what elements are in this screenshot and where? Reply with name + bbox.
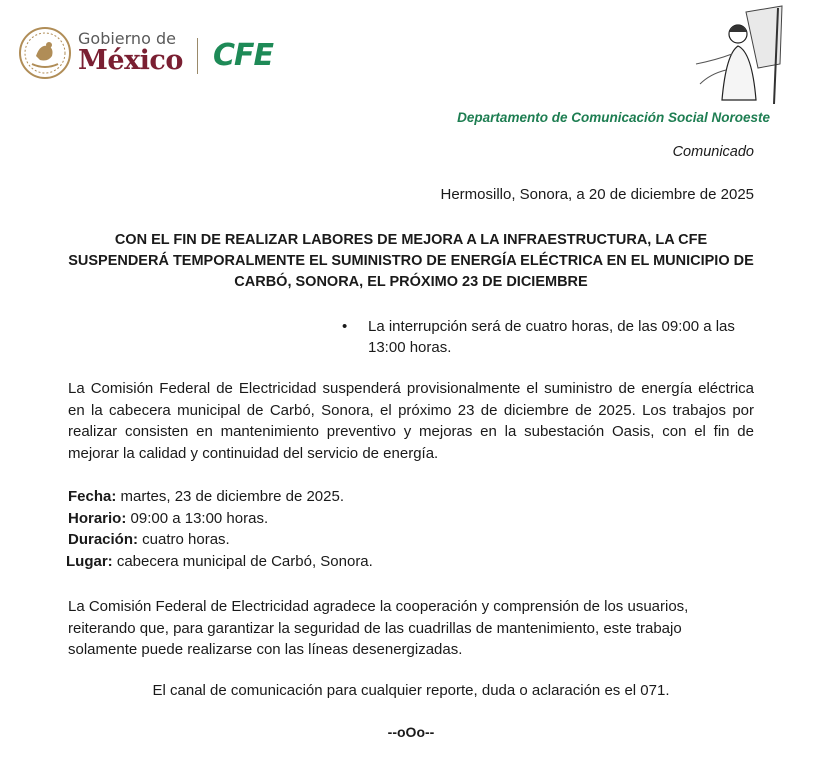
detail-label: Horario:	[68, 509, 127, 527]
detail-lugar	[66, 551, 373, 573]
woman-with-flag-illustration-icon	[686, 4, 786, 104]
details-list	[68, 486, 373, 572]
cfe-logo: CFE	[213, 38, 274, 73]
bullet-text: La interrupción será de cuatro horas, de las 09:00 a las 13:00 horas.	[368, 318, 735, 356]
detail-value: martes, 23 de diciembre de 2025.	[116, 488, 344, 505]
detail-horario	[68, 508, 373, 530]
mexico-seal-icon	[18, 26, 72, 80]
mexico-label: México	[78, 45, 183, 76]
detail-value: cabecera municipal de Carbó, Sonora.	[112, 552, 373, 570]
paragraph-intro: La Comisión Federal de Electricidad suspenderá provisionalmente el suministro de energía eléctrica en la cabecera municipal de Carbó, Sonora, el próximo 23 de diciembre de 2025. Los trabajos por realizar consisten en mantenimiento preventivo y mejoras en la subestación Oasis, con el fin de mejorar la calidad y continuidad del servicio de energía.	[68, 380, 754, 462]
detail-value: cuatro horas.	[138, 531, 230, 548]
detail-label: Fecha:	[68, 488, 117, 505]
place-date: Hermosillo, Sonora, a 20 de diciembre de 2025	[440, 186, 754, 203]
detail-fecha	[68, 486, 373, 508]
document-type: Comunicado	[672, 144, 754, 160]
detail-label: Duración:	[68, 531, 139, 548]
bullet-item	[342, 316, 754, 358]
paragraph-thanks: La Comisión Federal de Electricidad agradece la cooperación y comprensión de los usuarios, reiterando que, para garantizar la seguridad de las cuadrillas de mantenimiento, este trabajo solamente puede realizarse con las líneas desenergizadas.	[68, 598, 689, 658]
gobierno-de-label: Gobierno de	[78, 29, 176, 48]
bullet-dot-icon: •	[342, 318, 348, 335]
logo-divider	[197, 38, 198, 74]
detail-duracion	[68, 529, 373, 551]
closing-mark: --oOo--	[387, 724, 435, 740]
department-name: Departamento de Comunicación Social Noroeste	[457, 110, 770, 125]
detail-label: Lugar:	[66, 552, 113, 570]
contact-line: El canal de comunicación para cualquier reporte, duda o aclaración es el 071.	[152, 682, 670, 699]
detail-value: 09:00 a 13:00 horas.	[126, 509, 269, 527]
press-release-title: CON EL FIN DE REALIZAR LABORES DE MEJORA A LA INFRAESTRUCTURA, LA CFE SUSPENDERÁ TEMPORALMENTE EL SUMINISTRO DE ENERGÍA ELÉCTRICA EN EL MUNICIPIO DE CARBÓ, SONORA, EL PRÓXIMO 23 DE DICIEMBRE	[68, 232, 754, 290]
